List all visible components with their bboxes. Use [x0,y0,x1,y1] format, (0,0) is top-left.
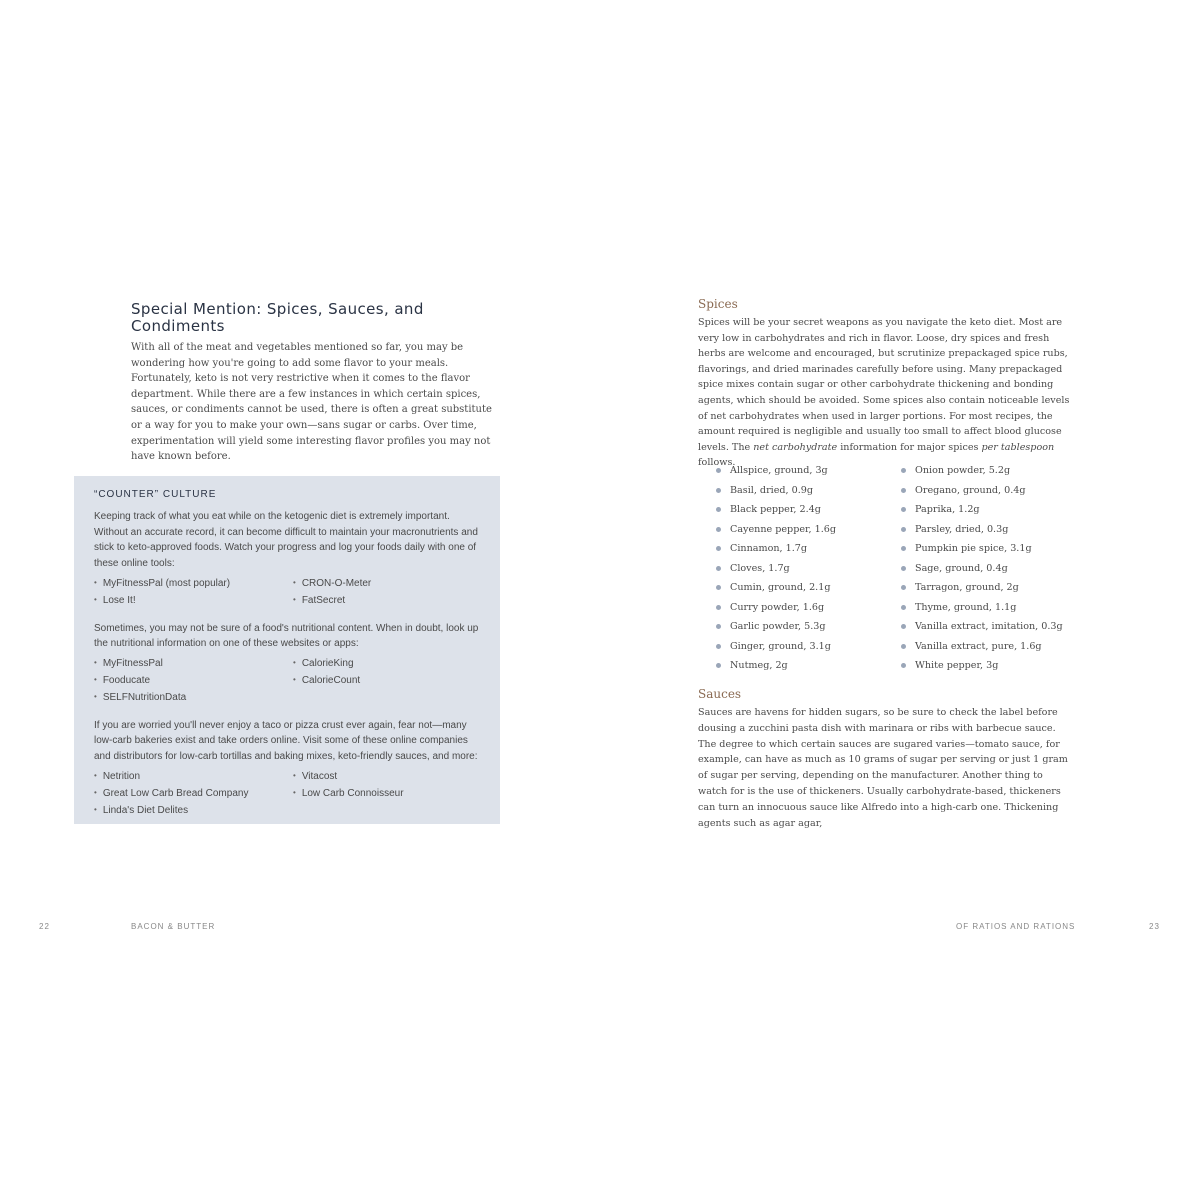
bullet-icon [716,546,721,551]
spice-item [901,541,1076,561]
bullet-icon [716,644,721,649]
spice-item [716,600,901,620]
running-title-right: OF RATIOS AND RATIONS [956,922,1076,931]
emphasis-text: per tablespoon [981,441,1055,453]
spice-item [716,580,901,600]
spice-label: Nutmeg, 2g [730,660,788,671]
bullet-icon [901,644,906,649]
list-item: • MyFitnessPal [94,656,293,672]
spice-label: Cinnamon, 1.7g [730,543,808,554]
spice-item [716,639,901,659]
bullet-icon [901,585,906,590]
sidebar-paragraph: Sometimes, you may not be sure of a food's nutritional content. When in doubt, look up the nutritional information on one of these websites or apps: [94,622,479,650]
bullet-icon [901,527,906,532]
list-item: • CRON-O-Meter [293,576,492,592]
bullet-icon [901,605,906,610]
spice-label: Garlic powder, 5.3g [730,621,826,632]
spice-label: Onion powder, 5.2g [915,465,1011,476]
spice-item [901,658,1076,678]
spice-label: Basil, dried, 0.9g [730,484,814,496]
spice-label: Parsley, dried, 0.3g [915,523,1009,535]
spice-item [901,561,1076,581]
list-item: • MyFitnessPal (most popular) [94,576,293,592]
spice-item [716,619,901,639]
list-item: • Netrition [94,769,293,785]
spice-label: Tarragon, ground, 2g [915,582,1019,593]
spice-item [901,600,1076,620]
bullet-icon [716,566,721,571]
bullet-icon [901,468,906,473]
sidebar-title: “COUNTER” CULTURE [94,489,217,500]
sauces-heading: Sauces [698,687,742,701]
bullet-icon [901,507,906,512]
spice-label: White pepper, 3g [915,660,999,671]
page-number-right: 23 [1149,922,1160,931]
bullet-icon [716,468,721,473]
spices-text: follows. [698,457,736,469]
spice-item [716,522,901,542]
spice-label: Thyme, ground, 1.1g [915,601,1017,613]
spice-item [901,619,1076,639]
spices-paragraph [698,315,1070,471]
counter-culture-sidebar [74,476,500,824]
spice-item [901,639,1076,659]
bullet-icon [716,488,721,493]
list-item: • Lose It! [94,593,293,609]
low-carb-vendors-list [94,769,480,818]
spice-label: Oregano, ground, 0.4g [915,484,1026,496]
spice-label: Curry powder, 1.6g [730,601,825,613]
list-item: • CalorieCount [293,673,492,689]
sidebar-paragraph: Keeping track of what you eat while on the ketogenic diet is extremely important. Without an accurate record, it can become difficult to maintain your macronutrients and stick to keto-approved foods. Watch your progress and log your foods daily with one of these online tools: [94,510,478,570]
spice-label: Allspice, ground, 3g [730,465,828,476]
bullet-icon [901,566,906,571]
spice-label: Cayenne pepper, 1.6g [730,523,837,535]
spice-label: Black pepper, 2.4g [730,504,821,515]
spice-item [901,463,1076,483]
bullet-icon [716,507,721,512]
bullet-icon [901,663,906,668]
spice-item [716,658,901,678]
bullet-icon [716,663,721,668]
page-number-left: 22 [39,922,50,931]
spice-item [716,561,901,581]
list-item: • FatSecret [293,593,492,609]
bullet-icon [901,624,906,629]
spice-item [901,502,1076,522]
bullet-icon [716,527,721,532]
spice-label: Vanilla extract, imitation, 0.3g [915,621,1063,632]
section-heading: Special Mention: Spices, Sauces, and Condiments [131,300,424,335]
spices-heading: Spices [698,297,738,311]
spice-carb-list [716,463,1076,678]
bullet-icon [901,546,906,551]
list-item: • CalorieKing [293,656,492,672]
list-item: • Vitacost [293,769,492,785]
intro-paragraph: With all of the meat and vegetables mentioned so far, you may be wondering how you're going to add some flavor to your meals. Fortunately, keto is not very restrictive when it comes to the flavor department. While there are a few instances in which certain spices, sauces, or condiments cannot be used, there is often a great substitute or a way for you to make your own—sans sugar or carbs. Over time, experimentation will yield some interesting flavor profiles you may not have known before. [131,342,492,463]
spices-text: information for major spices [837,441,982,453]
spice-item [901,483,1076,503]
nutrition-sites-list [94,656,480,705]
emphasis-text: net carbohydrate [753,441,838,453]
list-item: • Linda's Diet Delites [94,803,293,819]
sidebar-paragraph: If you are worried you'll never enjoy a taco or pizza crust ever again, fear not—many low-carb bakeries exist and take orders online. Visit some of these online companies and distributors for low-carb tortillas and baking mixes, keto-friendly sauces, and more: [94,719,478,763]
sauces-paragraph: Sauces are havens for hidden sugars, so be sure to check the label before dousing a zucchini pasta dish with marinara or ribs with barbecue sauce. The degree to which certain sauces are sugared varies—tomato sauce, for example, can have as much as 10 grams of sugar per serving or just 1 gram of sugar per serving, depending on the manufacturer. Another thing to watch for is the use of thickeners. Usually carbohydrate-based, thickeners can turn an innocuous sauce like Alfredo into a high-carb one. Thickening agents such as agar agar, [698,707,1068,829]
bullet-icon [901,488,906,493]
spices-text: Spices will be your secret weapons as you navigate the keto diet. Most are very low in carbohydrates and rich in flavor. Loose, dry spices and fresh herbs are welcome and encouraged, but scrutinize prepackaged spice rubs, flavorings, and dried marinades carefully before using. Many prepackaged spice mixes contain sugar or other carbohydrate thickening and bonding agents, which should be avoided. Some spices also contain noticeable levels of net carbohydrates when used in larger portions. For most recipes, the amount required is negligible and usually too small to affect blood glucose levels. The [698,317,1070,453]
spice-item [901,522,1076,542]
spice-item [716,463,901,483]
spice-item [716,541,901,561]
spice-label: Ginger, ground, 3.1g [730,640,831,652]
bullet-icon [716,585,721,590]
spice-label: Cloves, 1.7g [730,562,790,574]
list-item: • SELFNutritionData [94,690,293,706]
running-title-left: BACON & BUTTER [131,922,216,931]
spice-label: Paprika, 1.2g [915,504,980,515]
spice-item [901,580,1076,600]
bullet-icon [716,624,721,629]
spice-item [716,483,901,503]
bullet-icon [716,605,721,610]
spice-label: Cumin, ground, 2.1g [730,582,831,593]
tracking-tools-list [94,576,480,609]
list-item: • Great Low Carb Bread Company [94,786,293,802]
list-item: • Fooducate [94,673,293,689]
spice-label: Vanilla extract, pure, 1.6g [915,640,1042,652]
spice-item [716,502,901,522]
list-item: • Low Carb Connoisseur [293,786,492,802]
spice-label: Pumpkin pie spice, 3.1g [915,543,1032,554]
spice-label: Sage, ground, 0.4g [915,562,1008,574]
